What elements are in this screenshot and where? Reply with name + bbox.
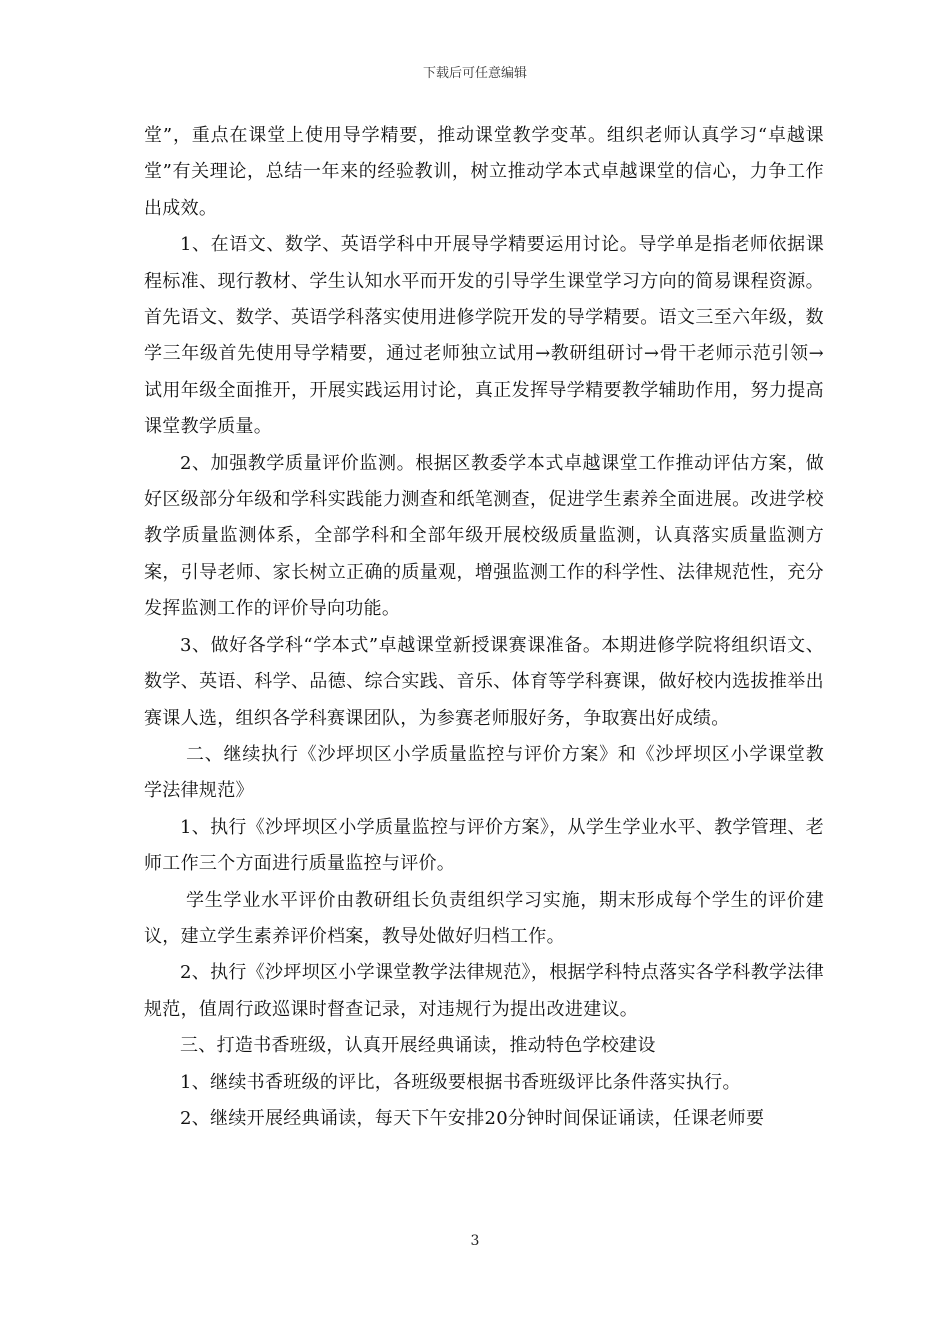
paragraph-item-2: 2、加强教学质量评价监测。根据区教委学本式卓越课堂工作推动评估方案，做好区级部分年级和学科实践能力测查和纸笔测查，促进学生素养全面进展。改进学校教学质量监测体系，全部学科和全部年级开展校级质量监测，认真落实质量监测方案，引导老师、家长树立正确的质量观，增强监测工作的科学性、法律规范性，充分发挥监测工作的评价导向功能。	[144, 452, 824, 620]
paragraph-item-1: 1、在语文、数学、英语学科中开展导学精要运用讨论。导学单是指老师依据课程标准、现行教材、学生认知水平而开发的引导学生课堂学习方向的简易课程资源。首先语文、数学、英语学科落实使用进修学院开发的导学精要。语文三至六年级，数学三年级首先使用导学精要，通过老师独立试用→教研组研讨→骨干老师示范引领→试用年级全面推开，开展实践运用讨论，真正发挥导学精要教学辅助作用，努力提高课堂教学质量。	[144, 234, 824, 438]
paragraph-continuation: 堂”，重点在课堂上使用导学精要，推动课堂教学变革。组织老师认真学习“卓越课堂”有关理论，总结一年来的经验教训，树立推动学本式卓越课堂的信心，力争工作出成效。	[144, 125, 824, 219]
section-heading-2: 二、继续执行《沙坪坝区小学质量监控与评价方案》和《沙坪坝区小学课堂教学法律规范》	[144, 743, 824, 802]
paragraph-section2-item-1: 1、执行《沙坪坝区小学质量监控与评价方案》，从学生学业水平、教学管理、老师工作三个方面进行质量监控与评价。	[144, 816, 824, 875]
paragraph-item-3: 3、做好各学科“学本式”卓越课堂新授课赛课准备。本期进修学院将组织语文、数学、英语、科学、品德、综合实践、音乐、体育等学科赛课，做好校内选拔推举出赛课人选，组织各学科赛课团队，为参赛老师服好务，争取赛出好成绩。	[144, 634, 824, 729]
section-heading-3: 三、打造书香班级，认真开展经典诵读，推动特色学校建设	[180, 1035, 656, 1057]
paragraph-section3-item-2: 2、继续开展经典诵读，每天下午安排20分钟时间保证诵读，任课老师要	[180, 1107, 765, 1129]
document-body	[144, 118, 824, 1137]
paragraph-section2-item-2: 2、执行《沙坪坝区小学课堂教学法律规范》，根据学科特点落实各学科教学法律规范，值周行政巡课时督查记录，对违规行为提出改进建议。	[144, 962, 824, 1020]
paragraph-section3-item-1: 1、继续书香班级的评比，各班级要根据书香班级评比条件落实执行。	[180, 1071, 741, 1093]
page-header-note: 下载后可任意编辑	[422, 66, 527, 81]
paragraph-section2-note: 学生学业水平评价由教研组长负责组织学习实施，期末形成每个学生的评价建议，建立学生素养评价档案，教导处做好归档工作。	[144, 889, 824, 947]
page-number: 3	[470, 1233, 480, 1249]
